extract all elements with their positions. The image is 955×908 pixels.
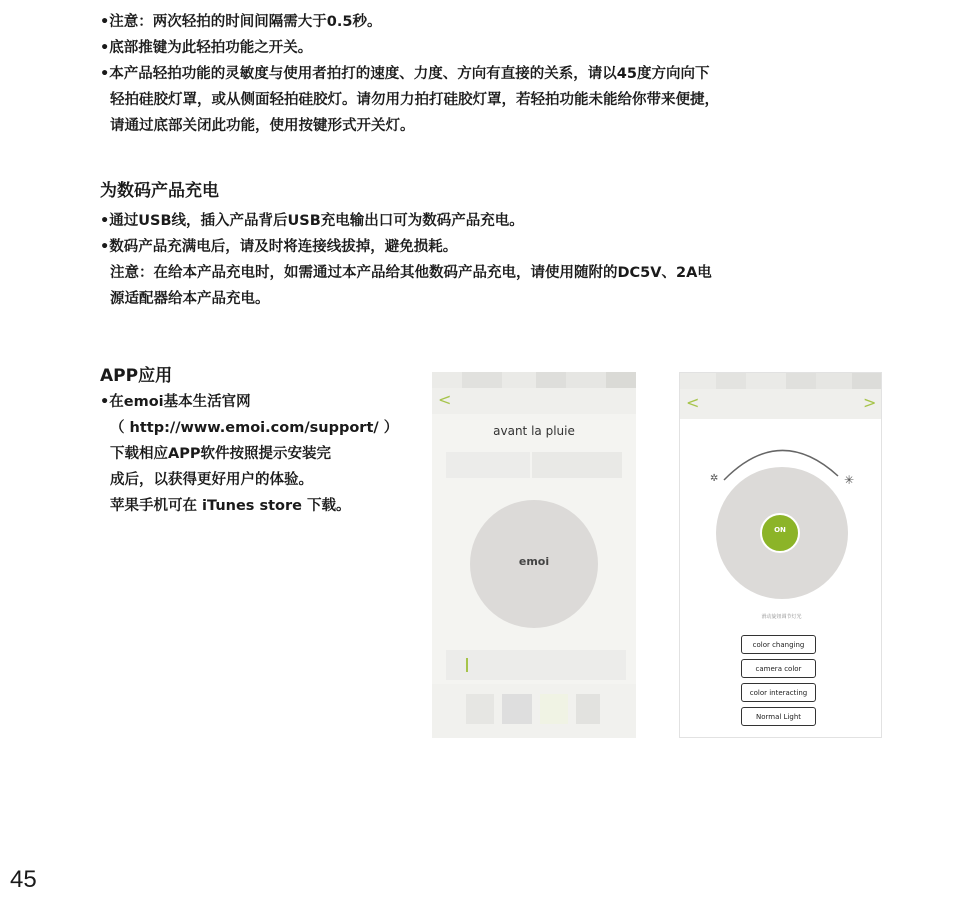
preset-title: avant la pluie <box>493 424 575 438</box>
section-heading-app: APP应用 <box>100 366 173 386</box>
app-line: 苹果手机可在 iTunes store 下载。 <box>110 498 351 514</box>
brand-logo-text: emoi <box>518 555 550 568</box>
color-changing-button[interactable]: color changing <box>741 635 816 654</box>
note-line: 请通过底部关闭此功能，使用按键形式开关灯。 <box>110 118 415 134</box>
charging-line: •数码产品充满电后，请及时将连接线拔掉，避免损耗。 <box>100 239 458 255</box>
app-line: 下载相应APP软件按照提示安装完 <box>110 446 331 462</box>
back-chevron-icon[interactable]: < <box>438 390 452 409</box>
back-chevron-icon[interactable]: < <box>686 393 700 412</box>
camera-color-button[interactable]: camera color <box>741 659 816 678</box>
app-screenshot-control <box>679 372 882 738</box>
note-line: 轻拍硅胶灯罩，或从侧面轻拍硅胶灯。请勿用力拍打硅胶灯罩，若轻拍功能未能给你带来便捷， <box>110 92 719 108</box>
page-number: 45 <box>10 866 37 893</box>
charging-line: •通过USB线，插入产品背后USB充电输出口可为数码产品充电。 <box>100 213 524 229</box>
power-label: ON <box>774 526 786 534</box>
normal-light-button[interactable]: Normal Light <box>741 707 816 726</box>
brightness-low-icon: ✲ <box>710 473 719 484</box>
status-bar <box>432 372 636 388</box>
note-line: •底部推键为此轻拍功能之开关。 <box>100 40 313 56</box>
charging-line: 源适配器给本产品充电。 <box>110 291 270 307</box>
status-bar <box>680 373 881 389</box>
section-heading-charging: 为数码产品充电 <box>100 181 219 201</box>
forward-chevron-icon[interactable]: > <box>863 393 877 412</box>
nav-icon[interactable] <box>502 694 532 724</box>
brightness-high-icon: ✳ <box>844 473 855 487</box>
hint-text: 滑动旋钮调节灯光 <box>761 614 802 620</box>
slider-marker <box>466 658 468 672</box>
charging-line: 注意：在给本产品充电时，如需通过本产品给其他数码产品充电，请使用随附的DC5V、2A电 <box>110 265 712 281</box>
color-interacting-button[interactable]: color interacting <box>741 683 816 702</box>
nav-icon[interactable] <box>576 694 600 724</box>
nav-icon[interactable] <box>540 694 568 724</box>
app-line: •在emoi基本生活官网 <box>100 394 251 410</box>
app-screenshot-home <box>432 372 636 738</box>
app-url-line: （ http://www.emoi.com/support/ ） <box>110 420 399 436</box>
note-line: •本产品轻拍功能的灵敏度与使用者拍打的速度、力度、方向有直接的关系，请以45度方向向下 <box>100 66 710 82</box>
note-line: •注意：两次轻拍的时间间隔需大于0.5秒。 <box>100 14 382 30</box>
app-line: 成后，以获得更好用户的体验。 <box>110 472 313 488</box>
nav-icon[interactable] <box>466 694 494 724</box>
